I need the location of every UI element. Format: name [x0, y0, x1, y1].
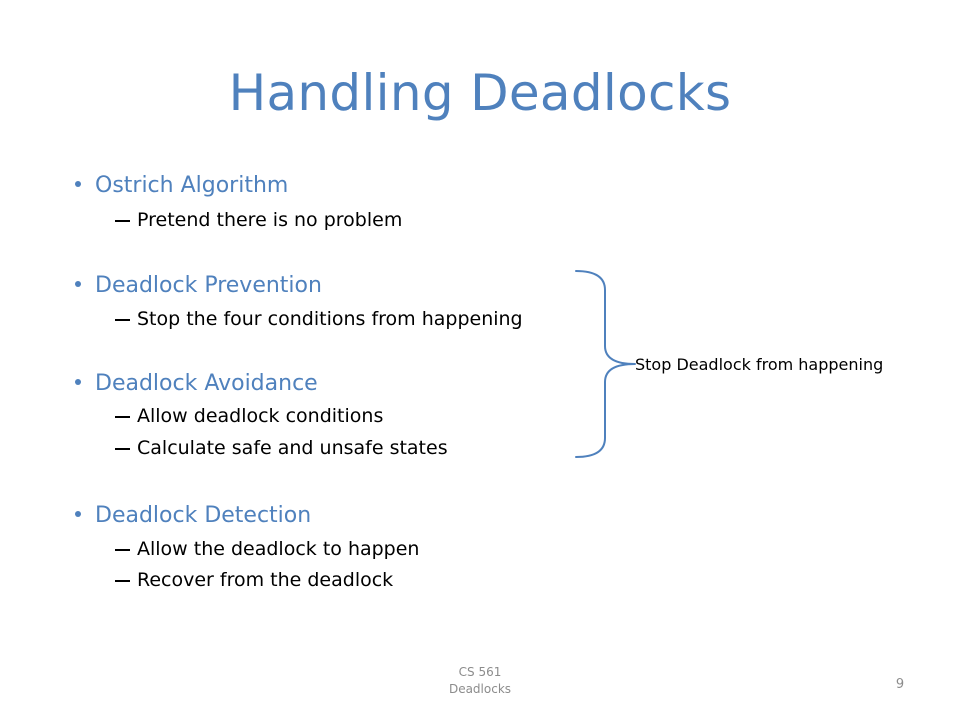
subitem-label: Recover from the deadlock	[137, 569, 394, 591]
subitem-label: Allow the deadlock to happen	[137, 538, 420, 560]
subitem-label: Calculate safe and unsafe states	[137, 437, 448, 459]
bullet-icon	[75, 181, 81, 187]
footer-topic: Deadlocks	[448, 682, 512, 696]
subitem-label: Allow deadlock conditions	[137, 405, 384, 427]
topic-label: Deadlock Detection	[95, 503, 312, 528]
dash-icon	[115, 319, 130, 321]
dash-icon	[115, 549, 130, 551]
bracket-note: Stop Deadlock from happening	[635, 355, 884, 374]
bullet-icon	[75, 281, 81, 287]
bullet-icon	[75, 511, 81, 517]
topic-label: Deadlock Prevention	[95, 273, 322, 298]
footer-course: CS 561	[458, 665, 502, 679]
dash-icon	[115, 580, 130, 582]
bullet-icon	[75, 379, 81, 385]
footer-info	[380, 664, 580, 698]
subitem-label: Pretend there is no problem	[137, 209, 403, 231]
page-number: 9	[895, 677, 905, 692]
dash-icon	[115, 448, 130, 450]
slide-title: Handling Deadlocks	[228, 64, 732, 122]
dash-icon	[115, 220, 130, 222]
subitem-label: Stop the four conditions from happening	[137, 308, 523, 330]
topic-label: Deadlock Avoidance	[95, 371, 318, 396]
dash-icon	[115, 416, 130, 418]
topic-label: Ostrich Algorithm	[95, 173, 289, 198]
